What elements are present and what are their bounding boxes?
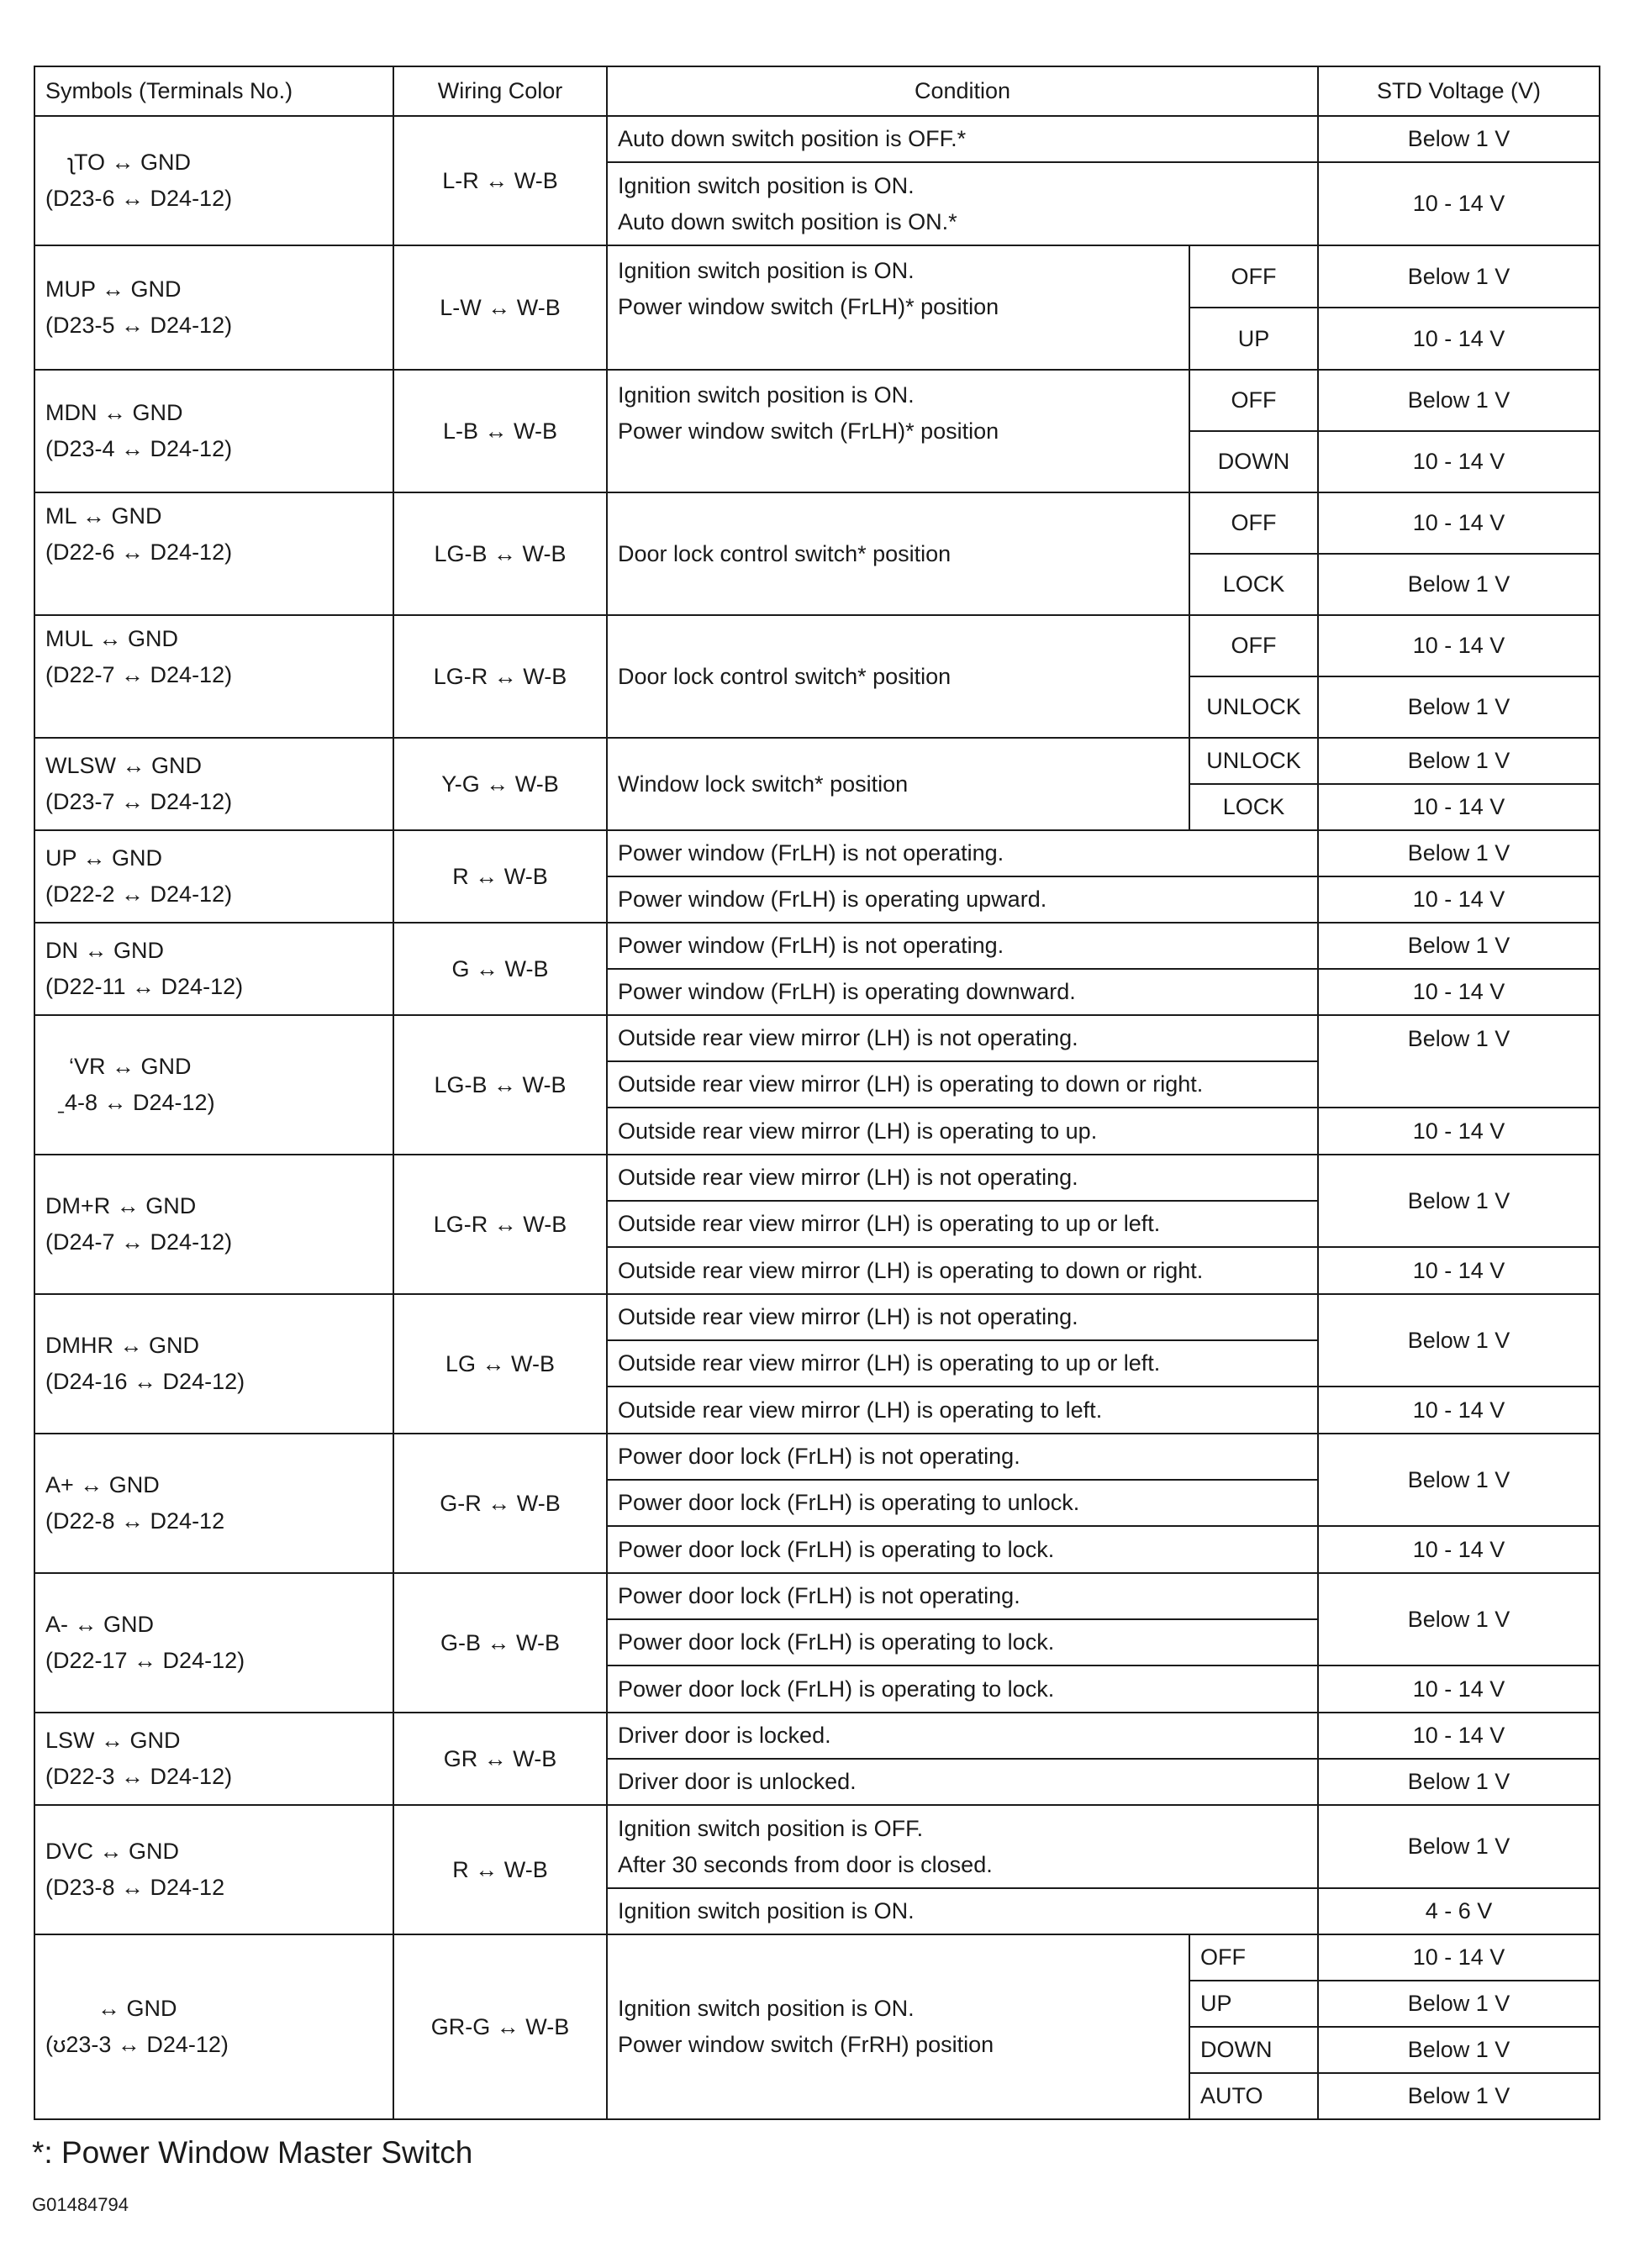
table-row xyxy=(34,830,1600,876)
switch-position-cell: DOWN xyxy=(1189,431,1318,492)
voltage-cell: Below 1 V xyxy=(1318,676,1600,738)
condition-line: Power window switch (FrLH)* position xyxy=(618,418,999,444)
voltage-cell: 10 - 14 V xyxy=(1318,969,1600,1015)
table-row xyxy=(34,1713,1600,1759)
symbol-text: DVC ↔ GND xyxy=(45,1839,180,1864)
voltage-cell: Below 1 V xyxy=(1318,245,1600,308)
condition-cell: Driver door is locked. xyxy=(607,1713,1318,1759)
condition-cell: Outside rear view mirror (LH) is operating to up. xyxy=(607,1108,1318,1155)
voltage-cell: Below 1 V xyxy=(1318,116,1600,162)
symbol-cell xyxy=(34,923,393,1015)
condition-cell: Window lock switch* position xyxy=(607,738,1189,830)
symbol-cell xyxy=(34,1934,393,2119)
voltage-cell: 10 - 14 V xyxy=(1318,1526,1600,1573)
symbol-text: MUP ↔ GND xyxy=(45,276,182,302)
terminal-text: (D22-3 ↔ D24-12) xyxy=(45,1764,233,1789)
wiring-color-cell: L-R ↔ W-B xyxy=(393,116,607,245)
footnote: *: Power Window Master Switch xyxy=(32,2135,473,2170)
figure-id: G01484794 xyxy=(32,2194,129,2215)
symbol-text: MUL ↔ GND xyxy=(45,626,179,651)
switch-position-cell: UP xyxy=(1189,308,1318,370)
condition-line: Power window switch (FrLH)* position xyxy=(618,294,999,319)
terminal-text: (D22-11 ↔ D24-12) xyxy=(45,974,244,999)
voltage-cell: 10 - 14 V xyxy=(1318,876,1600,923)
wiring-color-cell: LG ↔ W-B xyxy=(393,1294,607,1434)
condition-cell: Power window (FrLH) is operating downward. xyxy=(607,969,1318,1015)
symbol-text: A+ ↔ GND xyxy=(45,1472,160,1497)
symbol-text: ML ↔ GND xyxy=(45,503,162,529)
wiring-color-cell: G ↔ W-B xyxy=(393,923,607,1015)
condition-cell: Power window (FrLH) is not operating. xyxy=(607,923,1318,969)
table-row xyxy=(34,738,1600,784)
condition-line: Ignition switch position is ON. xyxy=(618,382,915,408)
wiring-color-cell: LG-R ↔ W-B xyxy=(393,1155,607,1294)
switch-position-cell: OFF xyxy=(1189,615,1318,676)
condition-cell: Outside rear view mirror (LH) is operating to up or left. xyxy=(607,1201,1318,1247)
terminal-voltage-table-container xyxy=(34,66,1599,2120)
terminal-text: (D23-6 ↔ D24-12) xyxy=(45,186,233,211)
condition-cell: Driver door is unlocked. xyxy=(607,1759,1318,1805)
condition-cell: Power door lock (FrLH) is not operating. xyxy=(607,1434,1318,1480)
condition-line: Power window switch (FrRH) position xyxy=(618,2032,994,2057)
symbol-cell xyxy=(34,830,393,923)
symbol-cell xyxy=(34,370,393,492)
voltage-cell: Below 1 V xyxy=(1318,554,1600,615)
header-condition: Condition xyxy=(607,66,1318,116)
table-row xyxy=(34,923,1600,969)
condition-line: After 30 seconds from door is closed. xyxy=(618,1851,993,1877)
table-row xyxy=(34,1573,1600,1619)
symbol-cell xyxy=(34,1713,393,1805)
table-row xyxy=(34,1015,1600,1061)
condition-cell xyxy=(607,1934,1189,2119)
symbol-text: ‘VR ↔ GND xyxy=(69,1054,192,1079)
symbol-cell xyxy=(34,1573,393,1713)
terminal-text: (D24-16 ↔ D24-12) xyxy=(45,1369,245,1394)
voltage-cell: Below 1 V xyxy=(1318,1434,1600,1526)
table-row xyxy=(34,116,1600,162)
condition-cell: Power door lock (FrLH) is operating to lock. xyxy=(607,1619,1318,1665)
voltage-cell: Below 1 V xyxy=(1318,1573,1600,1665)
wiring-color-cell: R ↔ W-B xyxy=(393,830,607,923)
condition-cell: Outside rear view mirror (LH) is not operating. xyxy=(607,1155,1318,1201)
wiring-color-cell: L-W ↔ W-B xyxy=(393,245,607,370)
condition-cell xyxy=(607,1805,1318,1888)
switch-position-cell: AUTO xyxy=(1189,2073,1318,2119)
voltage-cell: Below 1 V xyxy=(1318,738,1600,784)
voltage-cell: Below 1 V xyxy=(1318,830,1600,876)
switch-position-cell: OFF xyxy=(1189,492,1318,554)
voltage-cell: 10 - 14 V xyxy=(1318,1934,1600,1981)
wiring-color-cell: Y-G ↔ W-B xyxy=(393,738,607,830)
condition-cell xyxy=(607,162,1318,245)
voltage-cell: Below 1 V xyxy=(1318,1015,1600,1108)
table-row xyxy=(34,1155,1600,1201)
voltage-cell: 10 - 14 V xyxy=(1318,784,1600,830)
voltage-cell: Below 1 V xyxy=(1318,2027,1600,2073)
voltage-cell: 10 - 14 V xyxy=(1318,431,1600,492)
switch-position-cell: LOCK xyxy=(1189,554,1318,615)
symbol-text: UP ↔ GND xyxy=(45,845,163,871)
symbol-cell xyxy=(34,738,393,830)
condition-cell: Power door lock (FrLH) is not operating. xyxy=(607,1573,1318,1619)
condition-line: Ignition switch position is ON. xyxy=(618,1996,915,2021)
switch-position-cell: OFF xyxy=(1189,370,1318,431)
condition-cell: Power door lock (FrLH) is operating to unlock. xyxy=(607,1480,1318,1526)
terminal-text: (D22-6 ↔ D24-12) xyxy=(45,539,233,565)
voltage-cell: 10 - 14 V xyxy=(1318,1108,1600,1155)
voltage-cell: 10 - 14 V xyxy=(1318,308,1600,370)
header-row xyxy=(34,66,1600,116)
terminal-text: (D22-17 ↔ D24-12) xyxy=(45,1648,245,1673)
symbol-cell xyxy=(34,1294,393,1434)
voltage-cell: 4 - 6 V xyxy=(1318,1888,1600,1934)
condition-cell: Door lock control switch* position xyxy=(607,492,1189,615)
symbol-cell xyxy=(34,245,393,370)
condition-cell: Outside rear view mirror (LH) is not operating. xyxy=(607,1015,1318,1061)
symbol-cell xyxy=(34,492,393,615)
condition-cell: Power door lock (FrLH) is operating to lock. xyxy=(607,1665,1318,1713)
condition-line: Ignition switch position is OFF. xyxy=(618,1815,924,1841)
voltage-cell: 10 - 14 V xyxy=(1318,615,1600,676)
condition-cell xyxy=(607,370,1189,492)
voltage-cell: Below 1 V xyxy=(1318,1805,1600,1888)
table-row xyxy=(34,1434,1600,1480)
condition-cell xyxy=(607,245,1189,370)
wiring-color-cell: LG-B ↔ W-B xyxy=(393,1015,607,1155)
table-row xyxy=(34,370,1600,431)
voltage-cell: Below 1 V xyxy=(1318,370,1600,431)
header-std-voltage: STD Voltage (V) xyxy=(1318,66,1600,116)
condition-line: Auto down switch position is ON.* xyxy=(618,208,957,234)
voltage-cell: Below 1 V xyxy=(1318,1759,1600,1805)
voltage-cell: Below 1 V xyxy=(1318,1294,1600,1387)
symbol-text: MDN ↔ GND xyxy=(45,400,183,425)
condition-cell: Power window (FrLH) is operating upward. xyxy=(607,876,1318,923)
symbol-text: DMHR ↔ GND xyxy=(45,1333,199,1358)
voltage-cell: 10 - 14 V xyxy=(1318,1665,1600,1713)
voltage-cell: Below 1 V xyxy=(1318,1155,1600,1247)
voltage-cell: 10 - 14 V xyxy=(1318,492,1600,554)
wiring-color-cell: GR ↔ W-B xyxy=(393,1713,607,1805)
symbol-text: DN ↔ GND xyxy=(45,938,164,963)
terminal-text: (D23-4 ↔ D24-12) xyxy=(45,436,233,461)
switch-position-cell: OFF xyxy=(1189,245,1318,308)
header-symbols: Symbols (Terminals No.) xyxy=(34,66,393,116)
symbol-text: DM+R ↔ GND xyxy=(45,1193,197,1218)
voltage-cell: Below 1 V xyxy=(1318,1981,1600,2027)
symbol-cell xyxy=(34,1015,393,1155)
switch-position-cell: UNLOCK xyxy=(1189,676,1318,738)
condition-cell: Door lock control switch* position xyxy=(607,615,1189,738)
symbol-cell xyxy=(34,615,393,738)
condition-cell: Power window (FrLH) is not operating. xyxy=(607,830,1318,876)
symbol-text: ↔ GND xyxy=(98,1996,177,2021)
condition-cell: Outside rear view mirror (LH) is operating to up or left. xyxy=(607,1340,1318,1387)
condition-cell: Outside rear view mirror (LH) is operating to left. xyxy=(607,1387,1318,1434)
terminal-text: (ʊ23-3 ↔ D24-12) xyxy=(45,2032,229,2057)
switch-position-cell: UP xyxy=(1189,1981,1318,2027)
terminal-text: (D23-5 ↔ D24-12) xyxy=(45,313,233,338)
symbol-cell xyxy=(34,1155,393,1294)
symbol-text: WLSW ↔ GND xyxy=(45,753,202,778)
symbol-text: A- ↔ GND xyxy=(45,1612,155,1637)
terminal-voltage-table xyxy=(34,66,1600,2120)
symbol-cell xyxy=(34,116,393,245)
terminal-text: (D22-8 ↔ D24-12 xyxy=(45,1508,225,1534)
voltage-cell: 10 - 14 V xyxy=(1318,1387,1600,1434)
condition-cell: Outside rear view mirror (LH) is not operating. xyxy=(607,1294,1318,1340)
voltage-cell: Below 1 V xyxy=(1318,923,1600,969)
symbol-cell xyxy=(34,1805,393,1934)
terminal-text: (D24-7 ↔ D24-12) xyxy=(45,1229,233,1255)
table-row xyxy=(34,1934,1600,1981)
switch-position-cell: DOWN xyxy=(1189,2027,1318,2073)
table-row xyxy=(34,615,1600,676)
condition-line: Ignition switch position is ON. xyxy=(618,172,915,198)
wiring-color-cell: G-B ↔ W-B xyxy=(393,1573,607,1713)
voltage-cell: 10 - 14 V xyxy=(1318,162,1600,245)
condition-cell: Auto down switch position is OFF.* xyxy=(607,116,1318,162)
table-row xyxy=(34,492,1600,554)
wiring-color-cell: GR-G ↔ W-B xyxy=(393,1934,607,2119)
condition-line: Ignition switch position is ON. xyxy=(618,258,915,283)
switch-position-cell: LOCK xyxy=(1189,784,1318,830)
condition-cell: Outside rear view mirror (LH) is operating to down or right. xyxy=(607,1061,1318,1108)
terminal-text: (D23-7 ↔ D24-12) xyxy=(45,789,233,814)
table-row xyxy=(34,1805,1600,1888)
condition-cell: Power door lock (FrLH) is operating to lock. xyxy=(607,1526,1318,1573)
terminal-text: ˍ4-8 ↔ D24-12) xyxy=(57,1090,215,1115)
terminal-text: (D22-2 ↔ D24-12) xyxy=(45,881,233,907)
wiring-color-cell: R ↔ W-B xyxy=(393,1805,607,1934)
terminal-text: (D22-7 ↔ D24-12) xyxy=(45,662,233,687)
switch-position-cell: OFF xyxy=(1189,1934,1318,1981)
table-row xyxy=(34,1294,1600,1340)
condition-cell: Ignition switch position is ON. xyxy=(607,1888,1318,1934)
voltage-cell: Below 1 V xyxy=(1318,2073,1600,2119)
wiring-color-cell: LG-R ↔ W-B xyxy=(393,615,607,738)
switch-position-cell: UNLOCK xyxy=(1189,738,1318,784)
symbol-cell xyxy=(34,1434,393,1573)
wiring-color-cell: LG-B ↔ W-B xyxy=(393,492,607,615)
header-wiring-color: Wiring Color xyxy=(393,66,607,116)
symbol-text: LSW ↔ GND xyxy=(45,1728,181,1753)
voltage-cell: 10 - 14 V xyxy=(1318,1247,1600,1294)
voltage-cell: 10 - 14 V xyxy=(1318,1713,1600,1759)
table-row xyxy=(34,245,1600,308)
wiring-color-cell: G-R ↔ W-B xyxy=(393,1434,607,1573)
symbol-text: ʅTO ↔ GND xyxy=(69,150,192,175)
condition-cell: Outside rear view mirror (LH) is operating to down or right. xyxy=(607,1247,1318,1294)
wiring-color-cell: L-B ↔ W-B xyxy=(393,370,607,492)
terminal-text: (D23-8 ↔ D24-12 xyxy=(45,1875,225,1900)
